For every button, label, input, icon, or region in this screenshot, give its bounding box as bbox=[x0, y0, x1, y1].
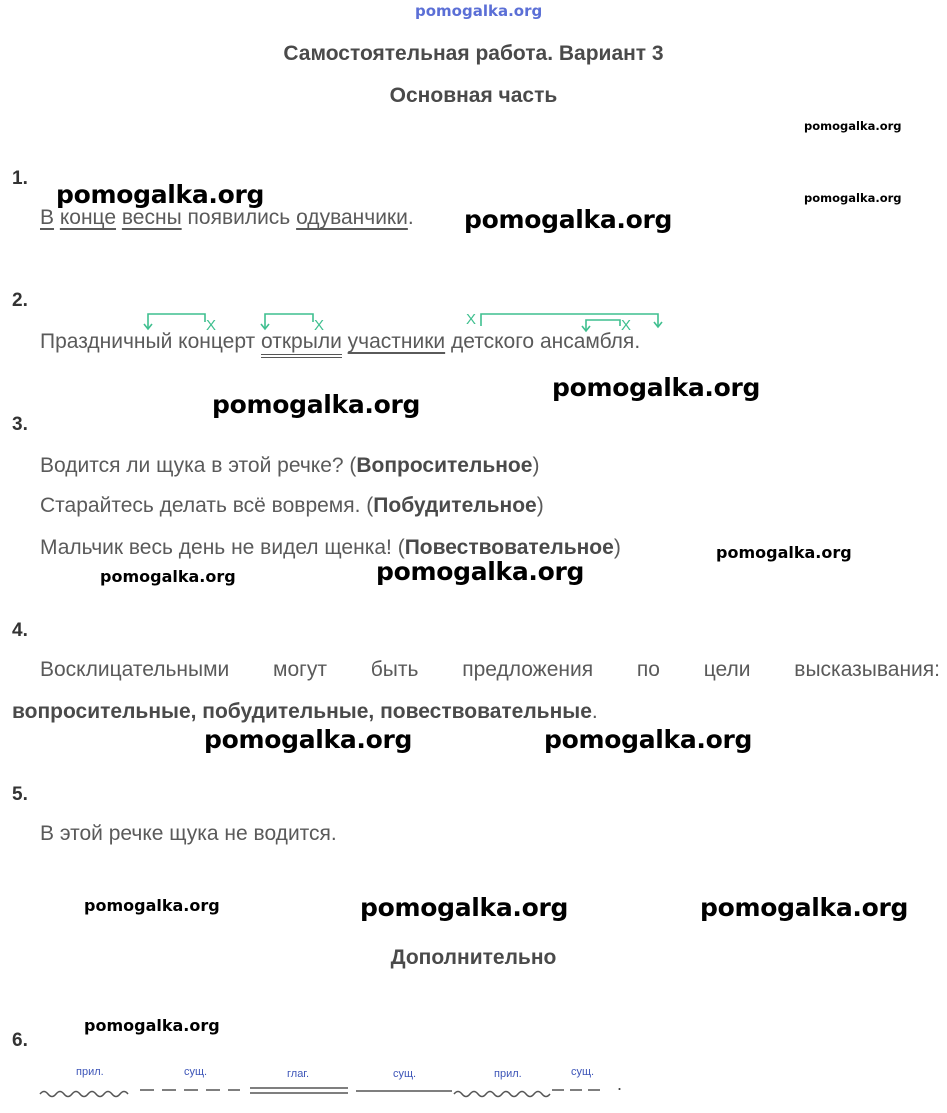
paren: ) bbox=[613, 536, 621, 559]
word: ансамбля bbox=[539, 330, 635, 353]
arrow-line bbox=[586, 320, 620, 330]
sentence-text: Мальчик весь день не видел щенка! ( bbox=[40, 536, 405, 559]
arrow-line bbox=[481, 314, 658, 326]
task3-line bbox=[40, 494, 544, 518]
watermark: pomogalka.org bbox=[804, 191, 902, 205]
word: Праздничный bbox=[40, 330, 173, 353]
watermark: pomogalka.org bbox=[204, 725, 413, 754]
pos-tag: сущ. bbox=[571, 1066, 595, 1078]
word: детского bbox=[450, 330, 535, 353]
sentence-scheme bbox=[0, 1080, 947, 1110]
period: . bbox=[407, 206, 414, 229]
task-number: 6. bbox=[12, 1030, 28, 1051]
x-mark: X bbox=[314, 317, 325, 334]
x-mark: X bbox=[621, 317, 632, 334]
watermark: pomogalka.org bbox=[804, 119, 902, 133]
word: весны bbox=[121, 206, 182, 229]
watermark: pomogalka.org bbox=[84, 896, 220, 915]
watermark: pomogalka.org bbox=[360, 893, 569, 922]
watermark: pomogalka.org bbox=[464, 205, 673, 234]
task3-line bbox=[40, 454, 539, 478]
task-number: 2. bbox=[12, 290, 28, 311]
task-number: 5. bbox=[12, 784, 28, 805]
watermark: pomogalka.org bbox=[716, 543, 852, 562]
word: концерт bbox=[178, 330, 256, 353]
task2-sentence bbox=[40, 330, 640, 354]
sentence-type: Повествовательное bbox=[404, 536, 614, 559]
predicate-word: открыли bbox=[261, 330, 342, 358]
pos-tag: прил. bbox=[494, 1068, 522, 1080]
pos-tag: сущ. bbox=[184, 1066, 208, 1078]
task-number: 1. bbox=[12, 168, 28, 189]
arrow-line bbox=[148, 314, 205, 328]
word: В bbox=[40, 206, 55, 229]
watermark: pomogalka.org bbox=[100, 567, 236, 586]
watermark: pomogalka.org bbox=[700, 893, 909, 922]
task1-sentence bbox=[40, 206, 414, 230]
word: одуванчики bbox=[296, 206, 408, 229]
task5-sentence: В этой речке щука не водится. bbox=[40, 822, 337, 845]
watermark: pomogalka.org bbox=[84, 1016, 220, 1035]
top-watermark: pomogalka.org bbox=[415, 2, 543, 20]
task-number: 3. bbox=[12, 414, 28, 435]
pos-tag: сущ. bbox=[393, 1068, 417, 1080]
section-title: Основная часть bbox=[389, 84, 558, 107]
watermark: pomogalka.org bbox=[56, 180, 265, 209]
word: появились bbox=[187, 206, 291, 229]
answer-term: повествовательные bbox=[380, 700, 592, 723]
extra-heading: Дополнительно bbox=[390, 946, 557, 969]
watermark: pomogalka.org bbox=[376, 557, 585, 586]
subject-word: участники bbox=[347, 330, 446, 353]
x-mark: X bbox=[466, 311, 477, 328]
task4-line2 bbox=[12, 700, 598, 724]
pos-tag: прил. bbox=[76, 1066, 104, 1078]
sentence-text: Старайтесь делать всё вовремя. ( bbox=[40, 494, 374, 517]
period: . bbox=[591, 700, 598, 723]
task4-line: Восклицательными могут быть предложения по цели высказывания: bbox=[40, 658, 940, 681]
task-number: 4. bbox=[12, 620, 28, 641]
watermark: pomogalka.org bbox=[544, 725, 753, 754]
arrow-line bbox=[265, 314, 313, 328]
sentence-type: Вопросительное bbox=[356, 454, 533, 477]
page-title: Самостоятельная работа. Вариант 3 bbox=[283, 42, 664, 65]
answer-term: вопросительные bbox=[12, 700, 191, 723]
scheme-end: . bbox=[617, 1074, 623, 1094]
wavy-line bbox=[40, 1092, 128, 1097]
watermark: pomogalka.org bbox=[212, 390, 421, 419]
comma: , bbox=[190, 700, 203, 723]
double-line bbox=[250, 1088, 348, 1093]
paren: ) bbox=[532, 454, 540, 477]
x-mark: X bbox=[206, 317, 217, 334]
sentence-type: Побудительное bbox=[373, 494, 537, 517]
wavy-line bbox=[454, 1092, 550, 1097]
comma: , bbox=[368, 700, 381, 723]
paren: ) bbox=[536, 494, 544, 517]
period: . bbox=[634, 330, 641, 353]
answer-term: побудительные bbox=[202, 700, 369, 723]
pos-tag: глаг. bbox=[287, 1068, 310, 1080]
watermark: pomogalka.org bbox=[552, 373, 761, 402]
word: конце bbox=[59, 206, 117, 229]
sentence-text: Водится ли щука в этой речке? ( bbox=[40, 454, 357, 477]
